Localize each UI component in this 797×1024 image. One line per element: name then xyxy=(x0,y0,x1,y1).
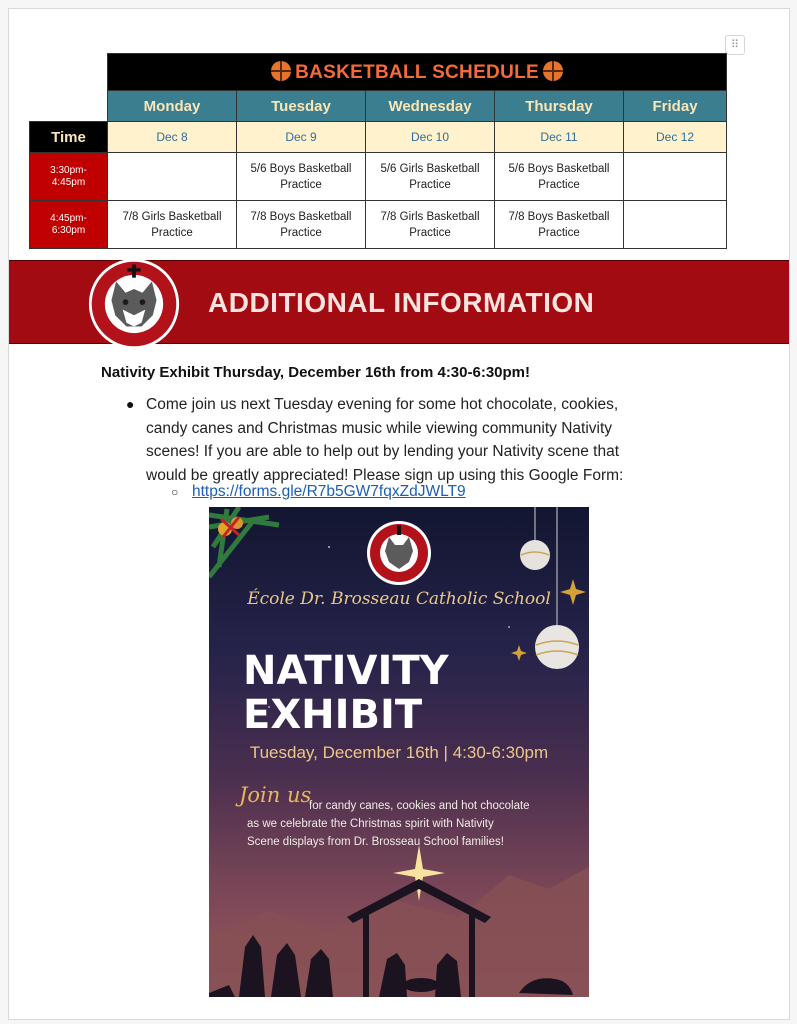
activity-cell: 5/6 Boys Basketball Practice xyxy=(495,153,624,201)
poster-title-line2: EXHIBIT xyxy=(243,692,423,738)
date-cell: Dec 10 xyxy=(366,122,495,153)
poster-school-name: École Dr. Brosseau Catholic School xyxy=(247,589,551,609)
poster-join: Join us xyxy=(239,783,312,807)
activity-cell: 7/8 Boys Basketball Practice xyxy=(237,201,366,249)
document-page xyxy=(8,8,790,1020)
ornament-icon xyxy=(520,540,550,570)
additional-info-banner xyxy=(9,260,789,344)
poster-line: Scene displays from Dr. Brosseau School families! xyxy=(247,836,504,848)
activity-cell: 7/8 Girls Basketball Practice xyxy=(108,201,237,249)
pine-branch-icon xyxy=(209,507,279,577)
school-logo-icon xyxy=(367,521,431,585)
nativity-paragraph: Come join us next Tuesday evening for some hot chocolate, cookies, candy canes and Christmas music while viewing community Nativity scenes! If you are able to help out by lending your Nativity scene that would be greatly appreciated! Please sign up using this Google Form: xyxy=(146,396,624,484)
table-row xyxy=(30,153,727,201)
activity-cell: 5/6 Boys Basketball Practice xyxy=(237,153,366,201)
basketball-schedule-table xyxy=(29,53,727,249)
bobcats-logo xyxy=(87,257,181,351)
nativity-poster xyxy=(209,507,589,997)
poster-date: Tuesday, December 16th | 4:30-6:30pm xyxy=(249,743,549,762)
activity-cell xyxy=(624,201,727,249)
banner-title: ADDITIONAL INFORMATION xyxy=(208,287,595,318)
activity-cell: 7/8 Boys Basketball Practice xyxy=(495,201,624,249)
basketball-icon xyxy=(271,61,291,81)
day-header: Monday xyxy=(108,91,237,122)
date-cell: Dec 12 xyxy=(624,122,727,153)
drag-handle-icon[interactable]: ⠿ xyxy=(725,35,745,55)
sub-bullet-icon: ○ xyxy=(171,485,179,499)
date-cell: Dec 11 xyxy=(495,122,624,153)
day-header: Thursday xyxy=(495,91,624,122)
ornament-icon xyxy=(535,625,579,669)
day-header: Friday xyxy=(624,91,727,122)
table-row xyxy=(30,201,727,249)
date-cell: Dec 9 xyxy=(237,122,366,153)
time-header: Time xyxy=(30,122,108,153)
day-header: Tuesday xyxy=(237,91,366,122)
google-form-link[interactable]: https://forms.gle/R7b5GW7fqxZdJWLT9 xyxy=(192,483,466,500)
poster-line: for candy canes, cookies and hot chocolate xyxy=(309,800,530,812)
activity-cell: 7/8 Girls Basketball Practice xyxy=(366,201,495,249)
date-cell: Dec 8 xyxy=(108,122,237,153)
schedule-title: BASKETBALL SCHEDULE xyxy=(108,54,727,91)
activity-cell: 5/6 Girls Basketball Practice xyxy=(366,153,495,201)
nativity-heading: Nativity Exhibit Thursday, December 16th from 4:30-6:30pm! xyxy=(101,364,531,381)
activity-cell xyxy=(108,153,237,201)
basketball-icon xyxy=(543,61,563,81)
time-slot: 4:45pm- 6:30pm xyxy=(30,201,108,249)
activity-cell xyxy=(624,153,727,201)
bullet-icon: ● xyxy=(126,396,135,412)
poster-title-line1: NATIVITY xyxy=(243,648,449,694)
time-slot: 3:30pm- 4:45pm xyxy=(30,153,108,201)
day-header: Wednesday xyxy=(366,91,495,122)
poster-line: as we celebrate the Christmas spirit with Nativity xyxy=(247,818,494,830)
star-icon xyxy=(511,645,527,661)
